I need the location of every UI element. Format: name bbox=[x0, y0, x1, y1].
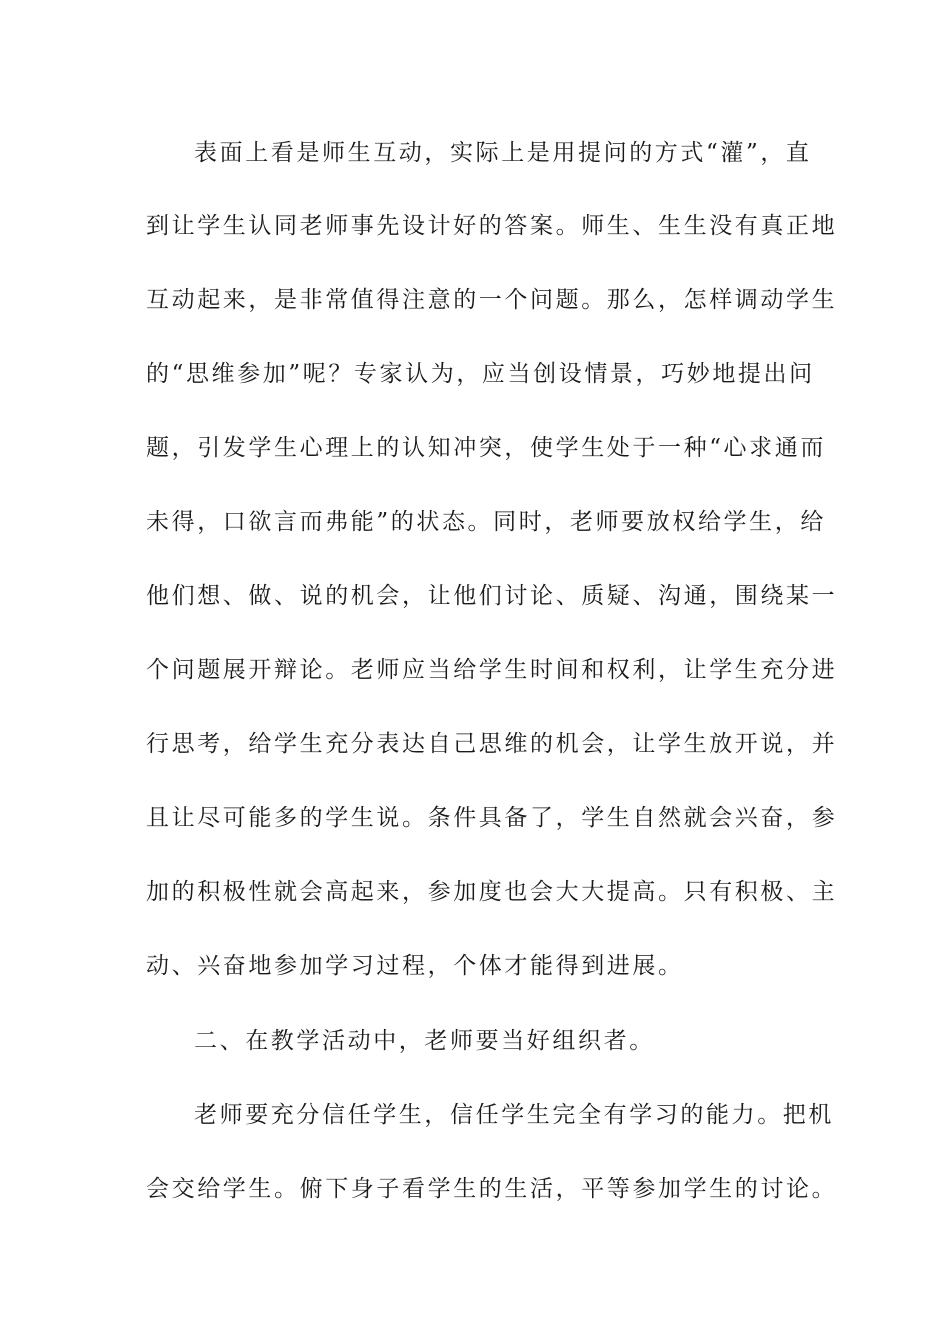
text-line: 他们想、做、说的机会，让他们讨论、质疑、沟通，围绕某一 bbox=[146, 583, 838, 609]
text-line: 的“思维参加”呢？专家认为，应当创设情景，巧妙地提出问 bbox=[146, 361, 815, 387]
text-line: 互动起来，是非常值得注意的一个问题。那么，怎样调动学生 bbox=[146, 287, 838, 313]
text-line: 表面上看是师生互动，实际上是用提问的方式“灌”，直 bbox=[194, 140, 812, 166]
text-line: 未得，口欲言而弗能”的状态。同时，老师要放权给学生，给 bbox=[146, 509, 826, 535]
text-line: 老师要充分信任学生，信任学生完全有学习的能力。把机 bbox=[194, 1102, 834, 1128]
text-line: 加的积极性就会高起来，参加度也会大大提高。只有积极、主 bbox=[146, 879, 838, 905]
text-line: 动、兴奋地参加学习过程，个体才能得到进展。 bbox=[146, 953, 684, 979]
section-heading: 二、在教学活动中，老师要当好组织者。 bbox=[194, 1028, 655, 1054]
text-line: 且让尽可能多的学生说。条件具备了，学生自然就会兴奋，参 bbox=[146, 805, 838, 831]
text-line: 个问题展开辩论。老师应当给学生时间和权利，让学生充分进 bbox=[146, 657, 838, 683]
text-line: 行思考，给学生充分表达自己思维的机会，让学生放开说，并 bbox=[146, 731, 838, 757]
text-line: 会交给学生。俯下身子看学生的生活，平等参加学生的讨论。 bbox=[146, 1176, 838, 1202]
text-line: 到让学生认同老师事先设计好的答案。师生、生生没有真正地 bbox=[146, 213, 838, 239]
text-line: 题，引发学生心理上的认知冲突，使学生处于一种“心求通而 bbox=[146, 435, 826, 461]
